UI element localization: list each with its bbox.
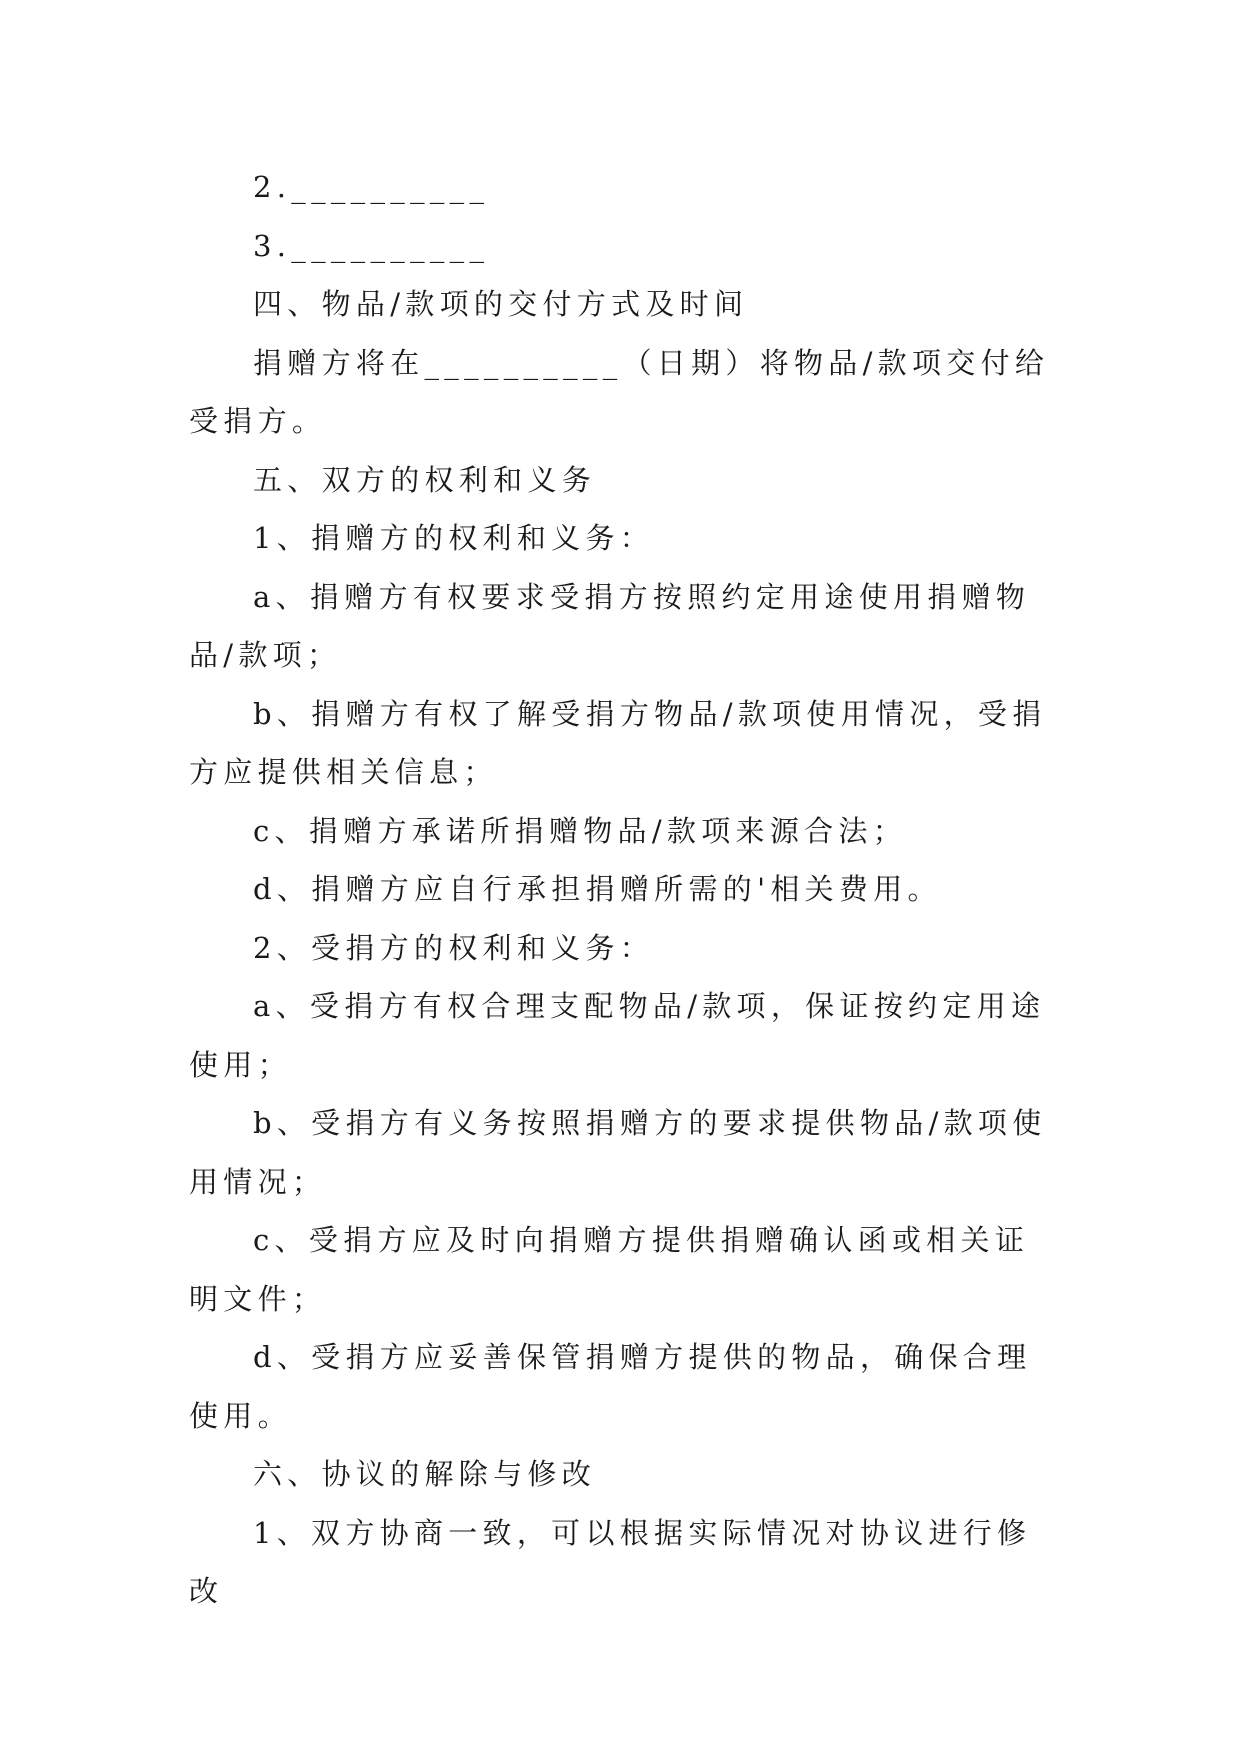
recipient-clause-d: d、受捐方应妥善保管捐赠方提供的物品，确保合理使用。 xyxy=(189,1340,1032,1433)
donor-clause-a: a、捐赠方有权要求受捐方按照约定用途使用捐赠物品/款项； xyxy=(189,579,1031,672)
document-body xyxy=(189,158,1051,1621)
list-item-3: 3.__________ xyxy=(253,228,490,263)
donor-clause-c: c、捐赠方承诺所捐赠物品/款项来源合法； xyxy=(253,813,908,848)
subheading-recipient-rights: 2、受捐方的权利和义务： xyxy=(253,930,655,965)
section-heading-6: 六、协议的解除与修改 xyxy=(253,1457,597,1491)
section-heading-5: 五、双方的权利和义务 xyxy=(253,462,597,497)
termination-clause-1: 1、双方协商一致，可以根据实际情况对协议进行修改 xyxy=(189,1515,1032,1608)
subheading-donor-rights: 1、捐赠方的权利和义务： xyxy=(253,521,655,555)
recipient-clause-c: c、受捐方应及时向捐赠方提供捐赠确认函或相关证明文件； xyxy=(189,1223,1030,1316)
donor-clause-d: d、捐赠方应自行承担捐赠所需的'相关费用。 xyxy=(253,872,942,906)
paragraph-delivery: 捐赠方将在__________（日期）将物品/款项交付给受捐方。 xyxy=(189,345,1050,438)
recipient-clause-b: b、受捐方有义务按照捐赠方的要求提供物品/款项使用情况； xyxy=(189,1106,1047,1199)
donor-clause-b: b、捐赠方有权了解受捐方物品/款项使用情况，受捐方应提供相关信息； xyxy=(189,696,1047,789)
section-heading-4: 四、物品/款项的交付方式及时间 xyxy=(253,287,749,321)
recipient-clause-a: a、受捐方有权合理支配物品/款项，保证按约定用途使用； xyxy=(189,989,1046,1082)
list-item-2: 2.__________ xyxy=(253,170,490,204)
